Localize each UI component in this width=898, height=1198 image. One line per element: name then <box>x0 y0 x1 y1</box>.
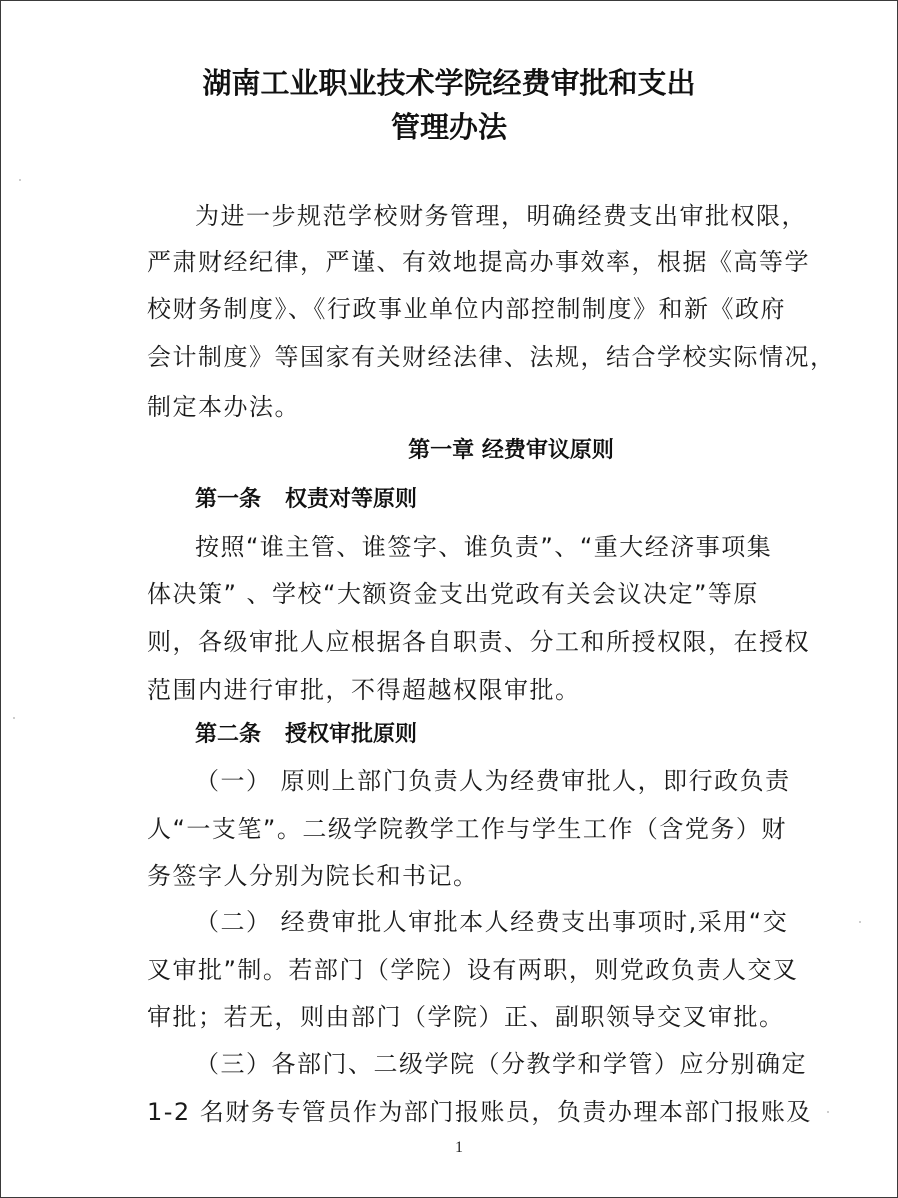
article-1-heading <box>195 486 417 514</box>
scan-speck <box>859 921 861 923</box>
preamble-line-5: 制定本办法。 <box>147 393 300 421</box>
chapter-heading: 第一章 经费审议原则 <box>408 438 614 463</box>
scan-speck <box>19 179 21 181</box>
preamble-line-1: 为进一步规范学校财务管理，明确经费支出审批权限， <box>195 202 807 230</box>
article-2-item-1-line-1: （一） 原则上部门负责人为经费审批人，即行政负责 <box>195 767 791 795</box>
article-2-item-1-line-3: 务签字人分别为院长和书记。 <box>147 862 479 890</box>
scan-speck <box>827 1111 829 1113</box>
article-1-line-3: 则，各级审批人应根据各自职责、分工和所授权限，在授权 <box>147 628 810 656</box>
article-2-item-3-line-1: （三）各部门、二级学院（分教学和学管）应分别确定 <box>195 1050 807 1078</box>
article-2-number: 第二条 <box>195 722 262 747</box>
preamble-line-2: 严肃财经纪律，严谨、有效地提高办事效率，根据《高等学 <box>147 248 810 276</box>
article-2-heading <box>195 721 417 749</box>
article-1-line-2: 体决策” 、学校“大额资金支出党政有关会议决定”等原 <box>147 580 759 608</box>
article-2-title: 授权审批原则 <box>285 722 418 747</box>
document-title-line2: 管理办法 <box>390 110 507 144</box>
article-2-item-2-line-2: 叉审批”制。若部门（学院）设有两职，则党政负责人交叉 <box>147 956 799 984</box>
article-2-item-2-line-3: 审批；若无，则由部门（学院）正、副职领导交叉审批。 <box>147 1003 785 1031</box>
article-1-number: 第一条 <box>195 487 262 512</box>
document-title-line1: 湖南工业职业技术学院经费审批和支出 <box>202 66 696 100</box>
preamble-line-4: 会计制度》等国家有关财经法律、法规，结合学校实际情况， <box>147 343 836 371</box>
preamble-line-3: 校财务制度》、《行政事业单位内部控制制度》和新《政府 <box>147 295 786 323</box>
article-1-title: 权责对等原则 <box>285 487 418 512</box>
article-2-item-2-line-1: （二） 经费审批人审批本人经费支出事项时,采用“交 <box>195 908 789 936</box>
article-2-item-3-line-2: 1-2 名财务专管员作为部门报账员，负责办理本部门报账及 <box>147 1098 812 1126</box>
article-2-item-1-line-2: 人“一支笔”。二级学院教学工作与学生工作（含党务）财 <box>147 815 787 843</box>
article-1-line-1: 按照“谁主管、谁签字、谁负责”、“重大经济事项集 <box>195 533 773 561</box>
page-number: 1 <box>455 1139 463 1156</box>
scan-speck <box>13 717 15 719</box>
article-1-line-4: 范围内进行审批，不得超越权限审批。 <box>147 676 581 704</box>
